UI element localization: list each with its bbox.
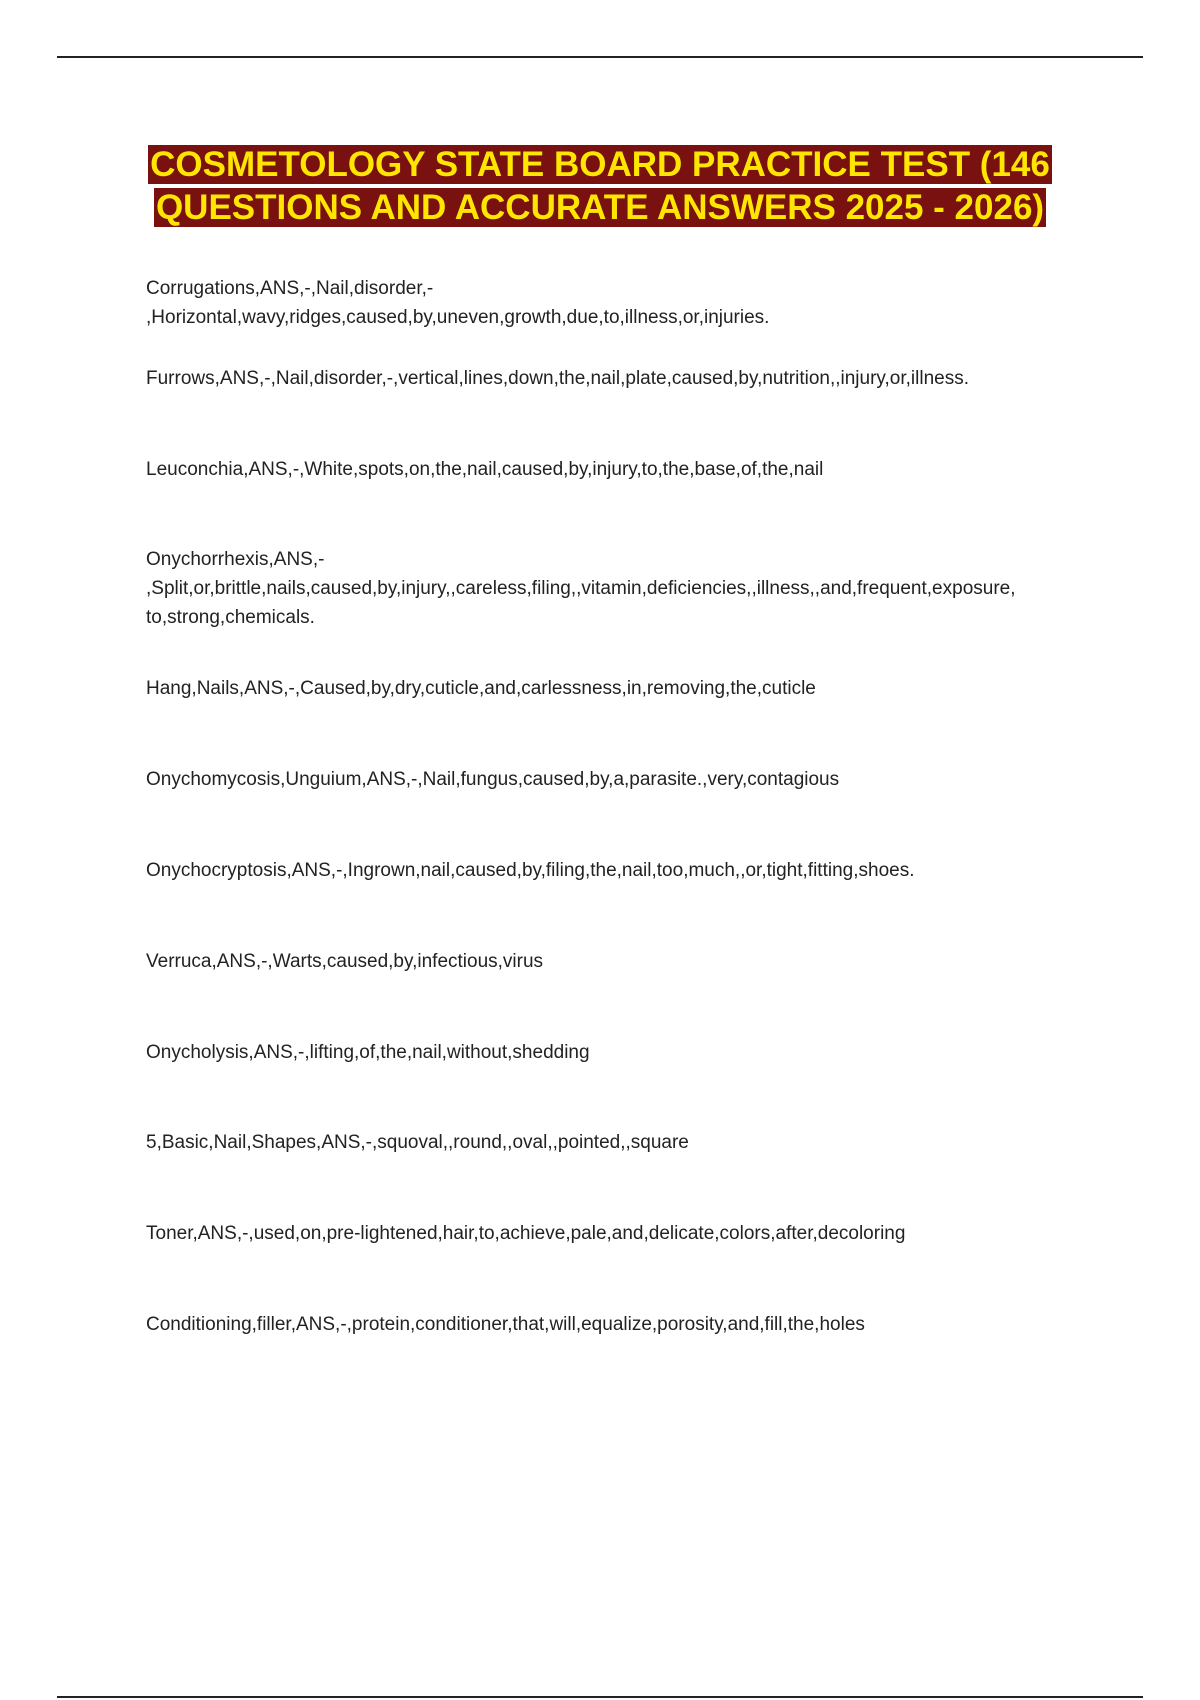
qa-entry-line: ,Split,or,brittle,nails,caused,by,injury,,careless,filing,,vitamin,deficiencies,,illness,,and,frequent,exposure, (146, 578, 1016, 599)
qa-entry-line: 5,Basic,Nail,Shapes,ANS,-,squoval,,round,,oval,,pointed,,square (146, 1132, 689, 1153)
qa-entry (146, 1219, 1096, 1248)
qa-entry (146, 1310, 1096, 1339)
qa-entry-line: Onychorrhexis,ANS,- (146, 549, 325, 570)
qa-entry (146, 674, 1096, 703)
qa-entry-line: Toner,ANS,-,used,on,pre-lightened,hair,to,achieve,pale,and,delicate,colors,after,decoloring (146, 1223, 906, 1244)
qa-entry-line: Corrugations,ANS,-,Nail,disorder,- (146, 278, 434, 299)
qa-entry (146, 856, 1096, 885)
qa-entry-line: Onychocryptosis,ANS,-,Ingrown,nail,caused,by,filing,the,nail,too,much,,or,tight,fitting,shoes. (146, 860, 915, 881)
qa-entry (146, 947, 1096, 976)
qa-entry (146, 455, 1096, 484)
qa-entry-line: Furrows,ANS,-,Nail,disorder,-,vertical,lines,down,the,nail,plate,caused,by,nutrition,,injury,or,illness. (146, 368, 969, 389)
document-title (0, 143, 1200, 229)
qa-entry-line: Hang,Nails,ANS,-,Caused,by,dry,cuticle,and,carlessness,in,removing,the,cuticle (146, 678, 816, 699)
qa-entry (146, 1128, 1096, 1157)
qa-entry-line: Conditioning,filler,ANS,-,protein,conditioner,that,will,equalize,porosity,and,fill,the,holes (146, 1314, 865, 1335)
page-bottom-rule (57, 1696, 1143, 1698)
page-top-rule (57, 56, 1143, 58)
qa-entry-line: ,Horizontal,wavy,ridges,caused,by,uneven,growth,due,to,illness,or,injuries. (146, 307, 770, 328)
qa-entry-line: Verruca,ANS,-,Warts,caused,by,infectious,virus (146, 951, 544, 972)
title-line-1: COSMETOLOGY STATE BOARD PRACTICE TEST (146 (150, 145, 1050, 184)
qa-entry (146, 1038, 1096, 1067)
title-line-2: QUESTIONS AND ACCURATE ANSWERS 2025 - 2026) (155, 188, 1045, 227)
qa-entry-line: Onycholysis,ANS,-,lifting,of,the,nail,without,shedding (146, 1042, 590, 1063)
qa-entry (146, 765, 1096, 794)
qa-entry (146, 545, 1096, 632)
qa-entry-line: Onychomycosis,Unguium,ANS,-,Nail,fungus,caused,by,a,parasite.,very,contagious (146, 769, 840, 790)
qa-entry-line: to,strong,chemicals. (146, 607, 315, 628)
qa-entry (146, 364, 1096, 393)
qa-entry-line: Leuconchia,ANS,-,White,spots,on,the,nail,caused,by,injury,to,the,base,of,the,nail (146, 459, 824, 480)
qa-entry (146, 274, 1096, 332)
